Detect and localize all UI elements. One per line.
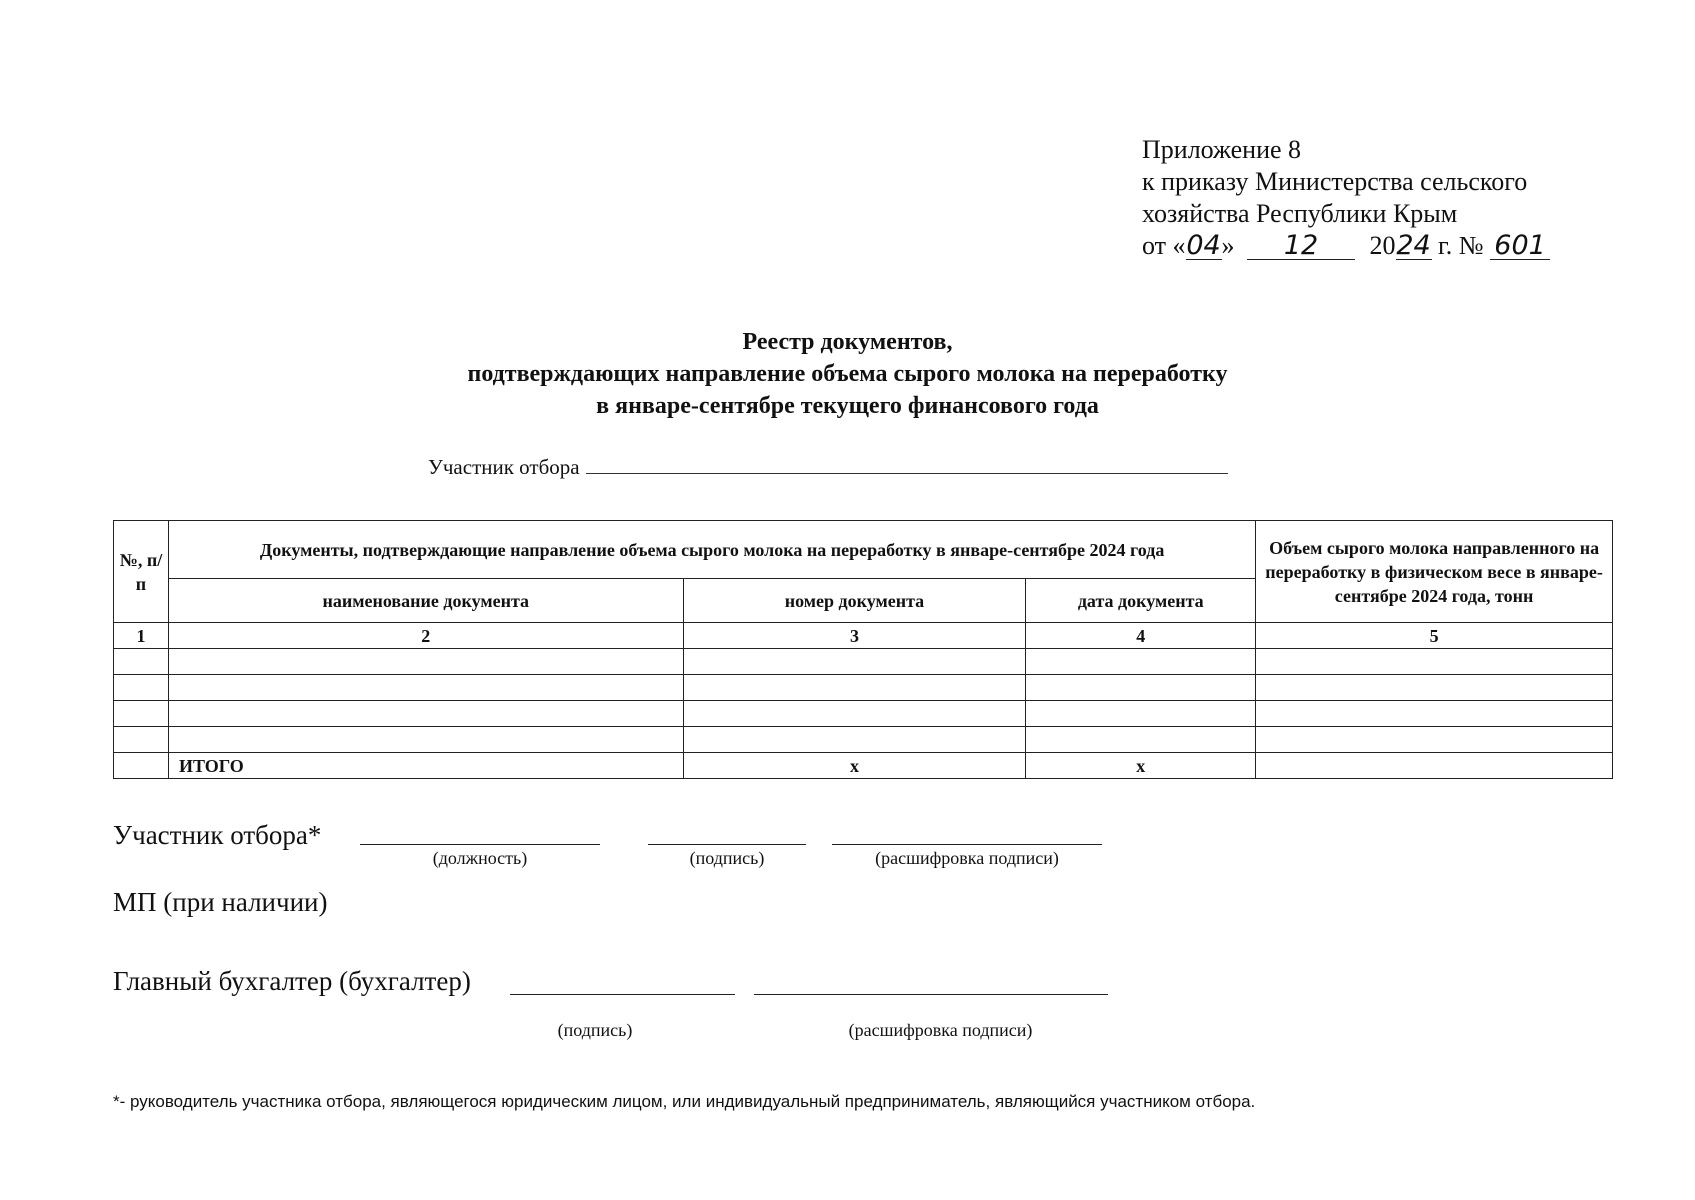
signature-decode-line[interactable] bbox=[832, 843, 1102, 845]
participant-field bbox=[428, 455, 1228, 480]
table-cell[interactable] bbox=[168, 649, 683, 675]
total-mark-number: х bbox=[683, 753, 1026, 779]
table-cell[interactable] bbox=[1026, 701, 1256, 727]
accountant-signature-caption: (подпись) bbox=[557, 1020, 633, 1040]
participant-label: Участник отбора bbox=[428, 455, 580, 479]
accountant-decode-line[interactable] bbox=[754, 993, 1108, 995]
order-number: 601 bbox=[1490, 233, 1550, 260]
col-number: 4 bbox=[1026, 623, 1256, 649]
date-day-close: » bbox=[1221, 231, 1235, 260]
col-number: 5 bbox=[1256, 623, 1613, 649]
header-num: №, п/п bbox=[114, 521, 169, 623]
accountant-decode-caption: (расшифровка подписи) bbox=[848, 1020, 1033, 1040]
date-prefix: от « bbox=[1142, 231, 1186, 260]
order-day: 04 bbox=[1186, 230, 1221, 261]
table-cell[interactable] bbox=[1026, 727, 1256, 753]
table-row bbox=[114, 675, 1613, 701]
appendix-block bbox=[1142, 134, 1550, 262]
subheader-doc-date: дата документа bbox=[1026, 579, 1256, 623]
header-documents: Документы, подтверждающие направление объема сырого молока на переработку в январе-сентябре 2024 года bbox=[168, 521, 1255, 579]
table-cell[interactable] bbox=[1256, 727, 1613, 753]
total-mark-date: х bbox=[1026, 753, 1256, 779]
column-numbers-row bbox=[114, 623, 1613, 649]
total-row bbox=[114, 753, 1613, 779]
table-row bbox=[114, 649, 1613, 675]
year-prefix: 20 bbox=[1369, 231, 1396, 260]
accountant-label: Главный бухгалтер (бухгалтер) bbox=[113, 966, 471, 996]
appendix-line-3: хозяйства Республики Крым bbox=[1142, 199, 1458, 228]
table-cell[interactable] bbox=[683, 675, 1026, 701]
order-date-line bbox=[1142, 230, 1550, 262]
appendix-line-2: к приказу Министерства сельского bbox=[1142, 167, 1528, 196]
table-cell[interactable] bbox=[168, 675, 683, 701]
title-line-1: Реестр документов, bbox=[742, 329, 953, 355]
table-cell[interactable] bbox=[683, 701, 1026, 727]
total-cell-num bbox=[114, 753, 169, 779]
table-cell[interactable] bbox=[1026, 675, 1256, 701]
table-cell[interactable] bbox=[1256, 701, 1613, 727]
col-number: 3 bbox=[683, 623, 1026, 649]
table-cell[interactable] bbox=[114, 649, 169, 675]
header-volume: Объем сырого молока направленного на переработку в физическом весе в январе-сентябре 2024 года, тонн bbox=[1256, 521, 1613, 623]
table-cell[interactable] bbox=[683, 649, 1026, 675]
signature-caption: (подпись) bbox=[689, 848, 765, 868]
position-caption: (должность) bbox=[432, 848, 528, 868]
order-month: 12 bbox=[1247, 233, 1355, 260]
order-year-suffix: 24 bbox=[1396, 230, 1431, 261]
stamp-label: МП (при наличии) bbox=[113, 887, 328, 917]
footnote: *- руководитель участника отбора, являющегося юридическим лицом, или индивидуальный предприниматель, являющийся участником отбора. bbox=[113, 1092, 1256, 1111]
title-line-2: подтверждающих направление объема сырого молока на переработку bbox=[467, 361, 1228, 387]
subheader-doc-number: номер документа bbox=[683, 579, 1026, 623]
table-cell[interactable] bbox=[114, 727, 169, 753]
table-cell[interactable] bbox=[114, 675, 169, 701]
appendix-line-1: Приложение 8 bbox=[1142, 135, 1302, 164]
table-cell[interactable] bbox=[168, 701, 683, 727]
table-cell[interactable] bbox=[1256, 649, 1613, 675]
position-line[interactable] bbox=[360, 843, 600, 845]
table-cell[interactable] bbox=[1026, 649, 1256, 675]
table-row bbox=[114, 727, 1613, 753]
document-title bbox=[0, 326, 1695, 422]
number-prefix: г. № bbox=[1438, 231, 1484, 260]
table-cell[interactable] bbox=[168, 727, 683, 753]
table-cell[interactable] bbox=[1256, 675, 1613, 701]
table-cell[interactable] bbox=[114, 701, 169, 727]
total-label: ИТОГО bbox=[168, 753, 683, 779]
table-cell[interactable] bbox=[683, 727, 1026, 753]
col-number: 2 bbox=[168, 623, 683, 649]
subheader-doc-name: наименование документа bbox=[168, 579, 683, 623]
signature-decode-caption: (расшифровка подписи) bbox=[875, 848, 1059, 868]
total-volume-cell[interactable] bbox=[1256, 753, 1613, 779]
register-table bbox=[113, 520, 1613, 779]
participant-signature-label: Участник отбора* bbox=[113, 820, 322, 850]
table-row bbox=[114, 701, 1613, 727]
accountant-signature-line[interactable] bbox=[510, 993, 735, 995]
title-line-3: в январе-сентябре текущего финансового года bbox=[596, 393, 1099, 419]
signature-line[interactable] bbox=[648, 843, 806, 845]
participant-blank-line[interactable] bbox=[586, 456, 1228, 474]
col-number: 1 bbox=[114, 623, 169, 649]
